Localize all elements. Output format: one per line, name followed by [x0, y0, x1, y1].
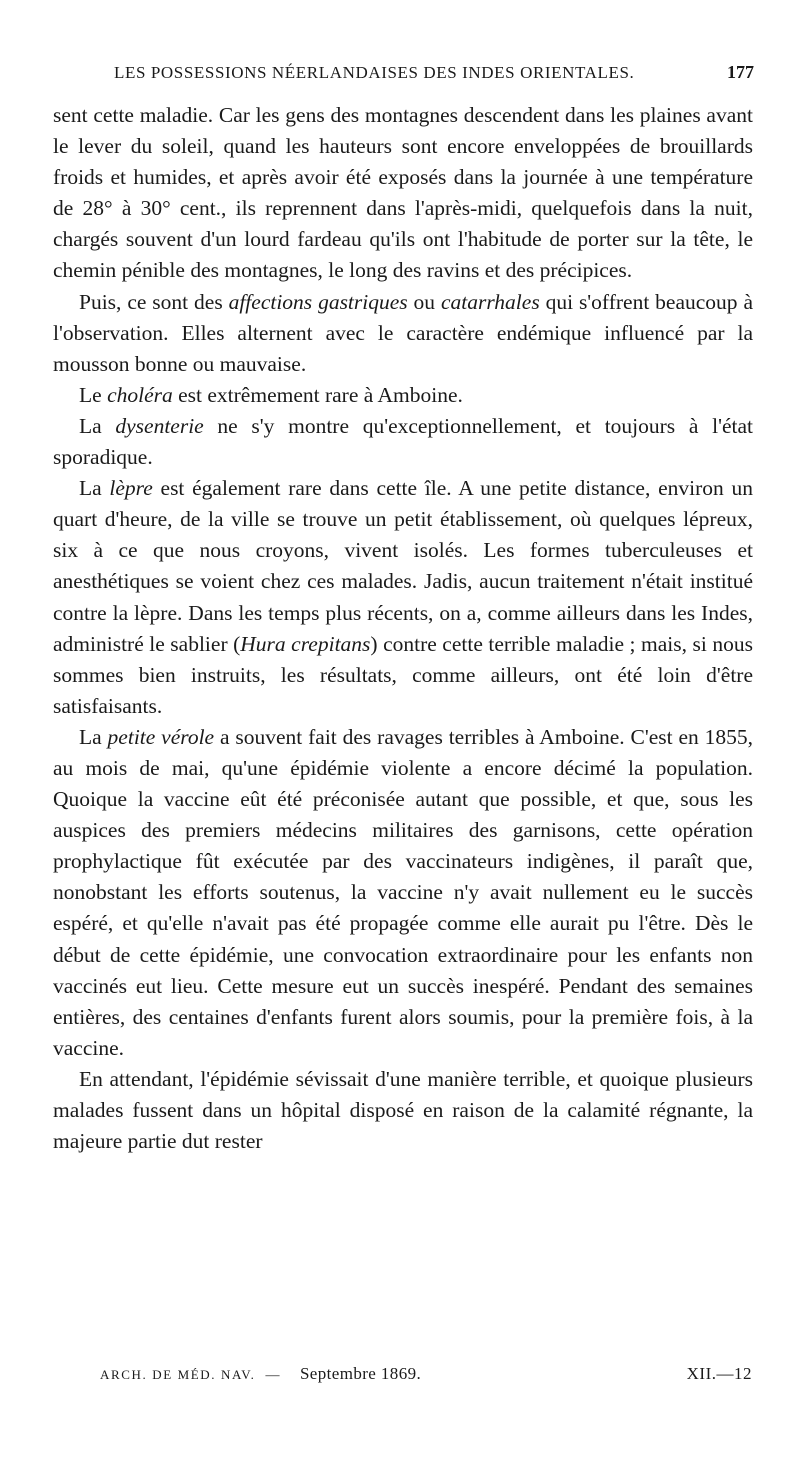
issue-date: Septembre 1869.: [299, 1364, 422, 1383]
paragraph-text: ne s'y montre qu'exceptionnellement, et toujours à l'état sporadique.: [53, 413, 753, 470]
paragraph: [53, 411, 753, 473]
italic-term: lèpre: [109, 476, 153, 501]
page-number: 177: [727, 62, 754, 82]
italic-term: petite vérole: [107, 724, 215, 749]
paragraph-text: est extrêmement rare à Amboine.: [172, 382, 463, 407]
footer-dash: —: [265, 1368, 280, 1383]
paragraph-text: est également rare dans cette île. A une petite distance, environ un quart d'heure, de la ville se trouve un petit établissement, où quelques lépreux, six à ce que nous croyons, vivent isolés. Les formes tuberculeuses et anesthétiques se voient chez ces malades. Jadis, aucun traitement n'était institué contre la lèpre. Dans les temps plus récents, on a, comme ailleurs dans les Indes, administré le sablier (: [53, 476, 753, 656]
italic-term: dysenterie: [115, 413, 204, 438]
paragraph-text: ou: [407, 289, 441, 314]
journal-abbreviation: ARCH. DE MÉD. NAV.: [100, 1367, 256, 1382]
paragraph-text: sent cette maladie. Car les gens des montagnes descendent dans les plaines avant le lever du soleil, quand les hauteurs sont encore enveloppées de brouillards froids et humides, et après avoir été exposés dans la journée à une température de 28° à 30° cent., ils reprennent dans l'après-midi, quelquefois dans la nuit, chargés souvent d'un lourd fardeau qu'ils ont l'habitude de porter sur la tête, le chemin pénible des montagnes, le long des ravins et des précipices.: [53, 103, 753, 283]
paragraph-text: En attendant, l'épidémie sévissait d'une manière terrible, et quoique plusieurs malades fussent dans un hôpital disposé en raison de la calamité régnante, la majeure partie dut rester: [53, 1066, 753, 1154]
paragraph: [53, 473, 753, 722]
paragraph-text: a souvent fait des ravages terribles à Amboine. C'est en 1855, au mois de mai, qu'une épidémie violente a encore décimé la population. Quoique la vaccine eût été préconisée autant que possible, et que, sous les auspices des premiers médecins militaires des garnisons, cette opération prophylactique fût exécutée par des vaccinateurs indigènes, il paraît que, nonobstant les efforts soutenus, la vaccine n'y avait nullement eu le succès espéré, et qu'elle n'avait pas été propagée comme elle aurait pu l'être. Dès le début de cette épidémie, une convocation extraordinaire pour les enfants non vaccinés eut lieu. Cette mesure eut un succès inespéré. Pendant des semaines entières, des centaines d'enfants furent alors soumis, pour la première fois, à la vaccine.: [53, 724, 753, 1060]
paragraph-text: Le: [79, 382, 108, 407]
footer-source-line: [100, 1364, 421, 1384]
page-footer: [100, 1364, 752, 1384]
paragraph-text: La: [79, 476, 110, 501]
paragraph-text: qui s'offrent beaucoup à l'observation. Elles alternent avec le caractère endémique influencé par la mousson bonne ou mauvaise.: [53, 289, 753, 376]
paragraph: [53, 722, 753, 1064]
body-text: [53, 100, 753, 1157]
italic-term: choléra: [107, 382, 173, 407]
paragraph: [53, 1064, 753, 1157]
paragraph: [53, 287, 753, 380]
running-header: [114, 62, 754, 90]
paragraph: [53, 380, 753, 411]
printer-signature: XII.—12: [686, 1364, 752, 1383]
italic-term: affections gastriques: [228, 289, 408, 314]
paragraph-text: ) contre cette terrible maladie ; mais, si nous sommes bien instruits, les résultats, comme ailleurs, ont été loin d'être satisfaisants.: [53, 631, 753, 718]
paragraph-text: La: [79, 724, 108, 749]
paragraph-text: Puis, ce sont des: [79, 289, 229, 314]
paragraph: [53, 100, 753, 287]
italic-term: Hura crepitans: [240, 631, 371, 656]
running-title: LES POSSESSIONS NÉERLANDAISES DES INDES ORIENTALES.: [114, 63, 635, 82]
italic-term: catarrhales: [440, 289, 540, 314]
paragraph-text: La: [79, 413, 116, 438]
